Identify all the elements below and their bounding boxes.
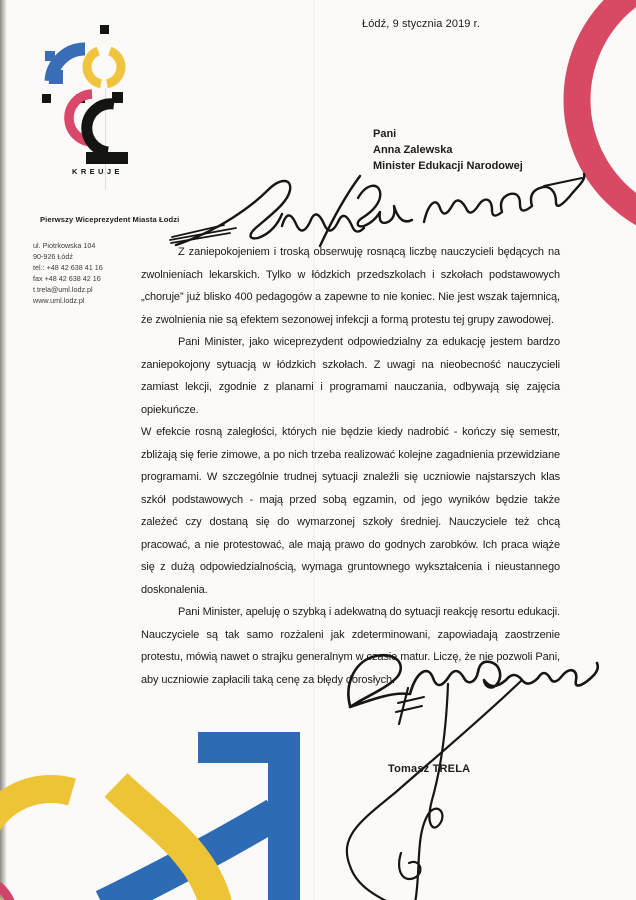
address-line: ul. Piotrkowska 104 bbox=[33, 241, 96, 250]
address-line: 90-926 Łódź bbox=[33, 252, 73, 261]
handwritten-signature bbox=[347, 655, 598, 900]
signature-tail bbox=[399, 853, 420, 879]
logo-caption: KREUJE bbox=[72, 167, 123, 176]
bottom-yellow-left-arc bbox=[0, 789, 72, 900]
logo-dot bbox=[76, 94, 85, 103]
bottom-blue-vertical-bar bbox=[268, 732, 300, 900]
salutation-stroke bbox=[544, 178, 582, 186]
logo-letter-o-ring-right bbox=[107, 51, 121, 84]
bottom-blue-top-bar bbox=[198, 732, 300, 763]
logo-letter-z-arc bbox=[87, 104, 114, 152]
date-line: Łódź, 9 stycznia 2019 r. bbox=[362, 18, 480, 30]
recipient-block bbox=[373, 126, 523, 174]
scan-edge-shadow bbox=[0, 0, 7, 900]
paragraph: Pani Minister, jako wiceprezydent odpowiedzialny za edukację jestem bardzo zaniepokojony sytuacją w łódzkich szkołach. Z uwagi na nieobecność nauczycieli zamiast lekcji, zgodnie z planami i programami nauczania, odbywają się zajęcia opiekuńcze. bbox=[141, 336, 560, 416]
sender-title: Pierwszy Wiceprezydent Miasta Łodzi bbox=[40, 215, 180, 224]
signer-name: Tomasz TRELA bbox=[388, 763, 471, 775]
logo-letter-z-accent bbox=[112, 92, 123, 103]
salutation-stroke bbox=[320, 176, 360, 246]
sender-address-block bbox=[33, 240, 103, 306]
paragraph: Z zaniepokojeniem i troską obserwuję rosnącą liczbę nauczycieli będących na zwolnieniach lekarskich. Tylko w łódzkich przedszkolach i szkołach podstawowych „choruje” już blisko 400 pedagogów a zapewne to nie koniec. Nie jest wszak tajemnicą, że zwolnienia nie są efektem sezonowej infekcji a formą protestu tej grupy zawodowej. bbox=[141, 246, 560, 326]
signature-stroke bbox=[398, 697, 424, 703]
salutation-flourish bbox=[170, 228, 236, 240]
logo-letter-o-ring-left bbox=[87, 51, 101, 84]
logo-letter-l-square bbox=[49, 70, 63, 84]
lodz-kreuje-logo bbox=[42, 25, 128, 190]
signature-stroke bbox=[396, 706, 422, 712]
logo-letter-z-bar bbox=[86, 152, 128, 164]
sender-email: t.trela@uml.lodz.pl bbox=[33, 285, 93, 294]
salutation-stroke bbox=[176, 181, 290, 245]
address-line: tel.: +48 42 638 41 16 bbox=[33, 263, 103, 272]
paragraph: W efekcie rosną zaległości, których nie będzie kiedy nadrobić - kończy się semestr, zbliżają się ferie zimowe, a po nich trzeba realizować kolejne zagadnienia przewidziane programami. W szczególnie trudnej sytuacji znaleźli się uczniowie najstarszych klas szkół podstawowych - mają przed sobą egzamin, od jego wyników będzie także zależeć czy dostaną się do wymarzonej szkoły średniej. Nauczyciele też chcą pracować, a nie protestować, ale mają prawo do godnych zarobków. Ich praca wiąże się z dużą odpowiedzialnością, wymaga gruntownego wykształcenia i nieustannego doskonalenia. bbox=[141, 426, 560, 596]
red-ring-graphic bbox=[577, 0, 636, 231]
recipient-line: Pani bbox=[373, 128, 397, 140]
signature-tail bbox=[415, 684, 448, 900]
bottom-yellow-center-arc bbox=[116, 785, 216, 900]
salutation-stroke bbox=[358, 186, 412, 227]
recipient-line: Anna Zalewska bbox=[373, 144, 453, 156]
sender-website: www.uml.lodz.pl bbox=[33, 296, 85, 305]
recipient-line: Minister Edukacji Narodowej bbox=[373, 160, 523, 172]
signature-stroke bbox=[399, 688, 408, 724]
salutation-stroke bbox=[282, 214, 364, 231]
letter-body bbox=[141, 241, 560, 691]
signature-tail bbox=[347, 680, 522, 900]
bottom-artwork bbox=[0, 732, 300, 900]
salutation-flourish bbox=[172, 225, 224, 237]
logo-dot bbox=[42, 94, 51, 103]
handwritten-salutation bbox=[170, 174, 584, 246]
bottom-blue-arc bbox=[103, 814, 275, 900]
paragraph: Pani Minister, apeluję o szybką i adekwatną do sytuacji reakcję resortu edukacji. Nauczyciele są tak samo rozżaleni jak zdeterminowani, zapowiadają zaostrzenie protestu, mówią nawet o strajku generalnym w czasie matur. Liczę, że nie pozwoli Pani, aby uczniowie zapłacili taką cenę za błędy dorosłych. bbox=[141, 606, 560, 686]
logo-dot bbox=[100, 25, 109, 34]
salutation-stroke bbox=[424, 174, 584, 222]
logo-letter-l-arc bbox=[51, 49, 85, 81]
logo-letter-l-tick bbox=[45, 51, 55, 61]
address-line: fax +48 42 638 42 16 bbox=[33, 274, 101, 283]
logo-letter-d-arc bbox=[69, 94, 94, 142]
